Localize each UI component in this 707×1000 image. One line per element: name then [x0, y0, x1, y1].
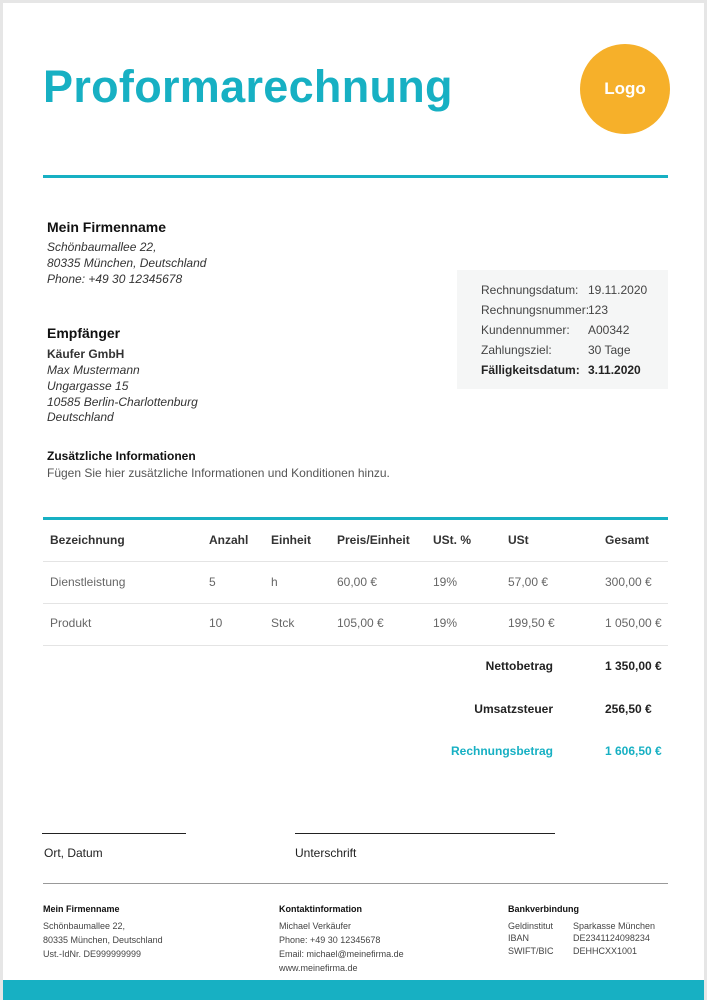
cell-unit-price: 60,00 € [337, 575, 378, 589]
cell-description: Dienstleistung [50, 575, 126, 589]
cell-unit: Stck [271, 616, 295, 630]
info-value: 123 [588, 303, 609, 317]
vat-amount-value: 256,50 € [605, 702, 652, 716]
bank-label: SWIFT/BIC [508, 946, 554, 956]
info-label: Rechnungsdatum: [481, 283, 579, 297]
header-divider [43, 175, 668, 178]
sender-name: Mein Firmenname [47, 219, 167, 235]
company-logo [580, 44, 670, 134]
bank-label: Geldinstitut [508, 921, 554, 931]
footer-contact-website[interactable]: www.meinefirma.de [279, 963, 358, 973]
sender-street: Schönbaumallee 22, [47, 240, 157, 254]
footer-contact-line: Phone: +49 30 12345678 [279, 935, 381, 945]
invoice-amount-label: Rechnungsbetrag [450, 744, 553, 758]
info-label: Fälligkeitsdatum: [481, 363, 580, 377]
column-header-vat: USt [508, 533, 529, 547]
cell-total: 300,00 € [605, 575, 652, 589]
cell-vat: 57,00 € [508, 575, 549, 589]
row-divider [43, 561, 668, 562]
invoice-amount-value: 1 606,50 € [605, 744, 662, 758]
recipient-heading: Empfänger [47, 325, 121, 341]
column-header-quantity: Anzahl [209, 533, 249, 547]
cell-description: Produkt [50, 616, 92, 630]
recipient-street: Ungargasse 15 [47, 379, 129, 393]
net-amount-value: 1 350,00 € [605, 659, 662, 673]
row-divider [43, 603, 668, 604]
signature-line [295, 833, 555, 834]
info-value: 30 Tage [588, 343, 631, 357]
info-label: Zahlungsziel: [481, 343, 552, 357]
info-value: 3.11.2020 [588, 363, 641, 377]
cell-quantity: 5 [209, 575, 216, 589]
cell-vat-rate: 19% [433, 575, 458, 589]
vat-amount-label: Umsatzsteuer [474, 702, 553, 716]
cell-unit: h [271, 575, 278, 589]
footer-contact-line: Michael Verkäufer [279, 921, 352, 931]
net-amount-label: Nettobetrag [485, 659, 553, 673]
footer-company-line: Schönbaumallee 22, [43, 921, 126, 931]
footer-company-heading: Mein Firmenname [43, 904, 120, 914]
column-header-total: Gesamt [605, 533, 650, 547]
footer-company-line: Ust.-IdNr. DE999999999 [43, 949, 142, 959]
recipient-contact: Max Mustermann [47, 363, 140, 377]
additional-info-text: Fügen Sie hier zusätzliche Informationen und Konditionen hinzu. [47, 466, 390, 480]
table-top-rule [43, 517, 668, 520]
cell-total: 1 050,00 € [605, 616, 662, 630]
signature-label: Unterschrift [295, 846, 357, 860]
column-header-unit: Einheit [271, 533, 312, 547]
place-date-line [42, 833, 186, 834]
column-header-description: Bezeichnung [50, 533, 125, 547]
footer-contact-email[interactable]: Email: michael@meinefirma.de [279, 949, 404, 959]
column-header-vat-rate: USt. % [433, 533, 472, 547]
info-label: Kundennummer: [481, 323, 570, 337]
invoice-info-box [457, 270, 668, 389]
recipient-company: Käufer GmbH [47, 347, 125, 361]
logo-text: Logo [604, 79, 646, 98]
recipient-city: 10585 Berlin-Charlottenburg [47, 395, 198, 409]
cell-vat-rate: 19% [433, 616, 458, 630]
invoice-page [3, 3, 704, 1000]
row-divider [43, 645, 668, 646]
sender-phone: Phone: +49 30 12345678 [47, 272, 183, 286]
bank-value: Sparkasse München [573, 921, 656, 931]
footer-company-line: 80335 München, Deutschland [43, 935, 163, 945]
bank-value: DEHHCXX1001 [573, 946, 638, 956]
cell-unit-price: 105,00 € [337, 616, 384, 630]
document-title: Proformarechnung [43, 61, 453, 112]
place-date-label: Ort, Datum [44, 846, 103, 860]
bank-label: IBAN [508, 933, 530, 943]
footer-contact-heading: Kontaktinformation [279, 904, 362, 914]
cell-quantity: 10 [209, 616, 223, 630]
info-value: A00342 [588, 323, 630, 337]
info-value: 19.11.2020 [588, 283, 648, 297]
recipient-country: Deutschland [47, 410, 114, 424]
bank-value: DE2341124098234 [573, 933, 650, 943]
cell-vat: 199,50 € [508, 616, 555, 630]
column-header-unit-price: Preis/Einheit [337, 533, 410, 547]
info-label: Rechnungsnummer: [481, 303, 590, 317]
footer-accent-bar [3, 980, 704, 1000]
additional-info-heading: Zusätzliche Informationen [47, 449, 196, 463]
footer-bank-heading: Bankverbindung [508, 904, 580, 914]
sender-city: 80335 München, Deutschland [47, 256, 207, 270]
footer-divider [43, 883, 668, 884]
